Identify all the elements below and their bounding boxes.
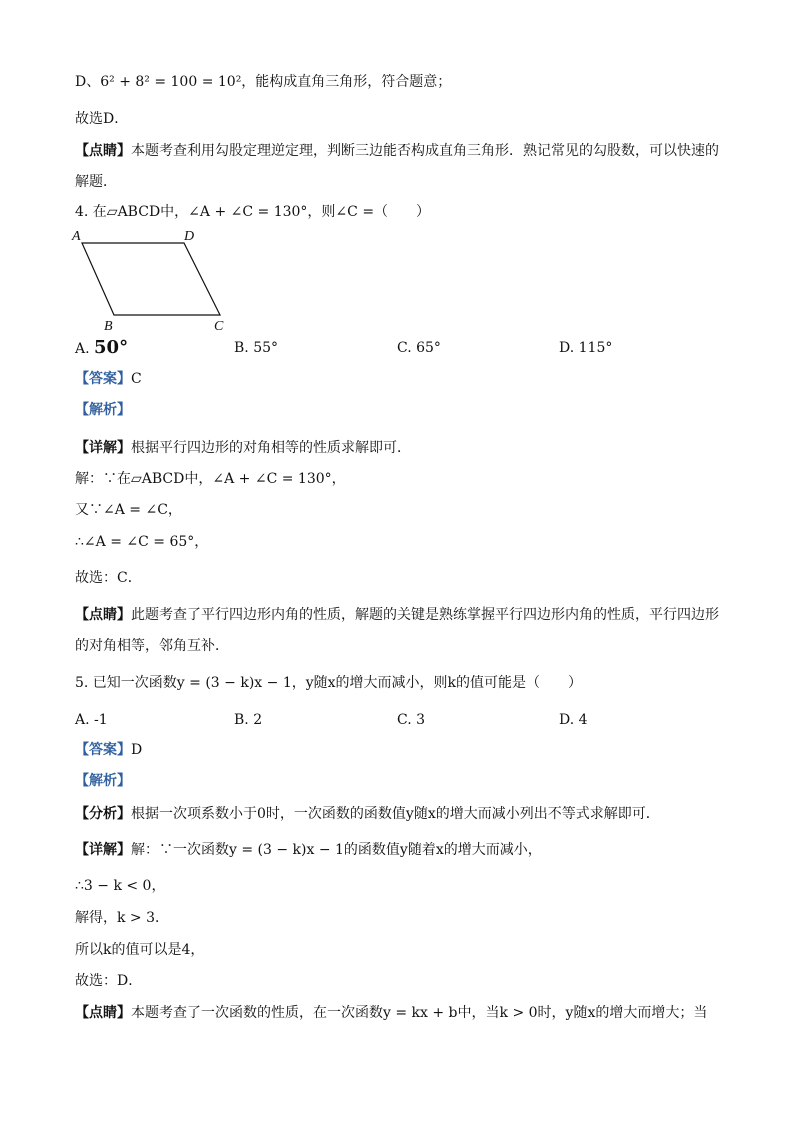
solution-step: 解得，k > 3． [75, 910, 170, 926]
option-c: C. 65° [397, 340, 441, 356]
answer-line [75, 369, 142, 389]
fenxi-tag: 【分析】 [75, 806, 131, 822]
option-a [75, 338, 128, 359]
option-c: C. 3 [397, 712, 426, 728]
text-line: 解题． [75, 174, 117, 190]
answer-tag: 【答案】 [75, 371, 131, 387]
option-b: B. 2 [234, 712, 263, 728]
solution-step: 故选：D． [75, 973, 143, 989]
detail-line [75, 840, 542, 860]
solution-step: ∴∠A = ∠C = 65°， [75, 534, 209, 550]
solution-step: ∴3 − k < 0， [75, 878, 166, 894]
option-d: D. 115° [559, 340, 613, 356]
text-content: 此题考查了平行四边形内角的性质，解题的关键是熟练掌握平行四边形内角的性质，平行四边形 [131, 607, 719, 623]
note-line: 的对角相等，邻角互补． [75, 638, 229, 654]
vertex-label-c: C [214, 319, 224, 334]
analysis-tag: 【解析】 [75, 402, 131, 418]
vertex-label-a: A [72, 229, 81, 244]
note-line [75, 1003, 707, 1023]
analysis-line [75, 771, 131, 791]
question-5-stem: 5. 已知一次函数y = (3 − k)x − 1，y随x的增大而减小，则k的值可能是（ ） [75, 675, 583, 691]
solution-step: 故选：C． [75, 570, 142, 586]
solution-step: 又∵∠A = ∠C， [75, 502, 182, 518]
text-line: 故选D． [75, 111, 129, 127]
answer-value: D [131, 742, 143, 758]
detail-line [75, 438, 411, 458]
analysis-line [75, 400, 131, 420]
answer-line [75, 740, 142, 760]
analysis-tag: 【解析】 [75, 773, 131, 789]
text-content: 根据平行四边形的对角相等的性质求解即可． [131, 440, 411, 456]
option-d: D. 4 [559, 712, 588, 728]
vertex-label-b: B [104, 319, 113, 334]
note-line [75, 605, 719, 625]
parallelogram-figure [70, 224, 250, 334]
option-a-value: 50° [94, 337, 129, 358]
solution-step: 所以k的值可以是4， [75, 942, 205, 958]
answer-tag: 【答案】 [75, 742, 131, 758]
text-line [75, 141, 719, 161]
solution-step: 解：∵在▱ABCD中，∠A + ∠C = 130°， [75, 471, 346, 487]
dianjing-tag: 【点睛】 [75, 1005, 131, 1021]
option-a: A. -1 [75, 712, 108, 728]
detail-tag: 【详解】 [75, 842, 131, 858]
text-line: D、6² + 8² = 100 = 10²，能构成直角三角形，符合题意； [75, 74, 452, 90]
answer-value: C [131, 371, 142, 387]
vertex-label-d: D [184, 229, 195, 244]
text-content: 根据一次项系数小于0时，一次函数的函数值y随x的增大而减小列出不等式求解即可． [131, 806, 660, 822]
question-4-stem: 4. 在▱ABCD中，∠A + ∠C = 130°，则∠C =（ ） [75, 204, 431, 220]
text-content: 解：∵一次函数y = (3 − k)x − 1的函数值y随着x的增大而减小， [131, 842, 542, 858]
dianjing-tag: 【点睛】 [75, 143, 131, 159]
text-content: 本题考查利用勾股定理逆定理，判断三边能否构成直角三角形．熟记常见的勾股数，可以快速的 [131, 143, 719, 159]
detail-tag: 【详解】 [75, 440, 131, 456]
option-a-label: A. [75, 341, 90, 357]
fenxi-line [75, 804, 660, 824]
dianjing-tag: 【点睛】 [75, 607, 131, 623]
option-b: B. 55° [234, 340, 279, 356]
text-content: 本题考查了一次函数的性质，在一次函数y = kx + b中，当k > 0时，y随x的增大而增大；当 [131, 1005, 708, 1021]
